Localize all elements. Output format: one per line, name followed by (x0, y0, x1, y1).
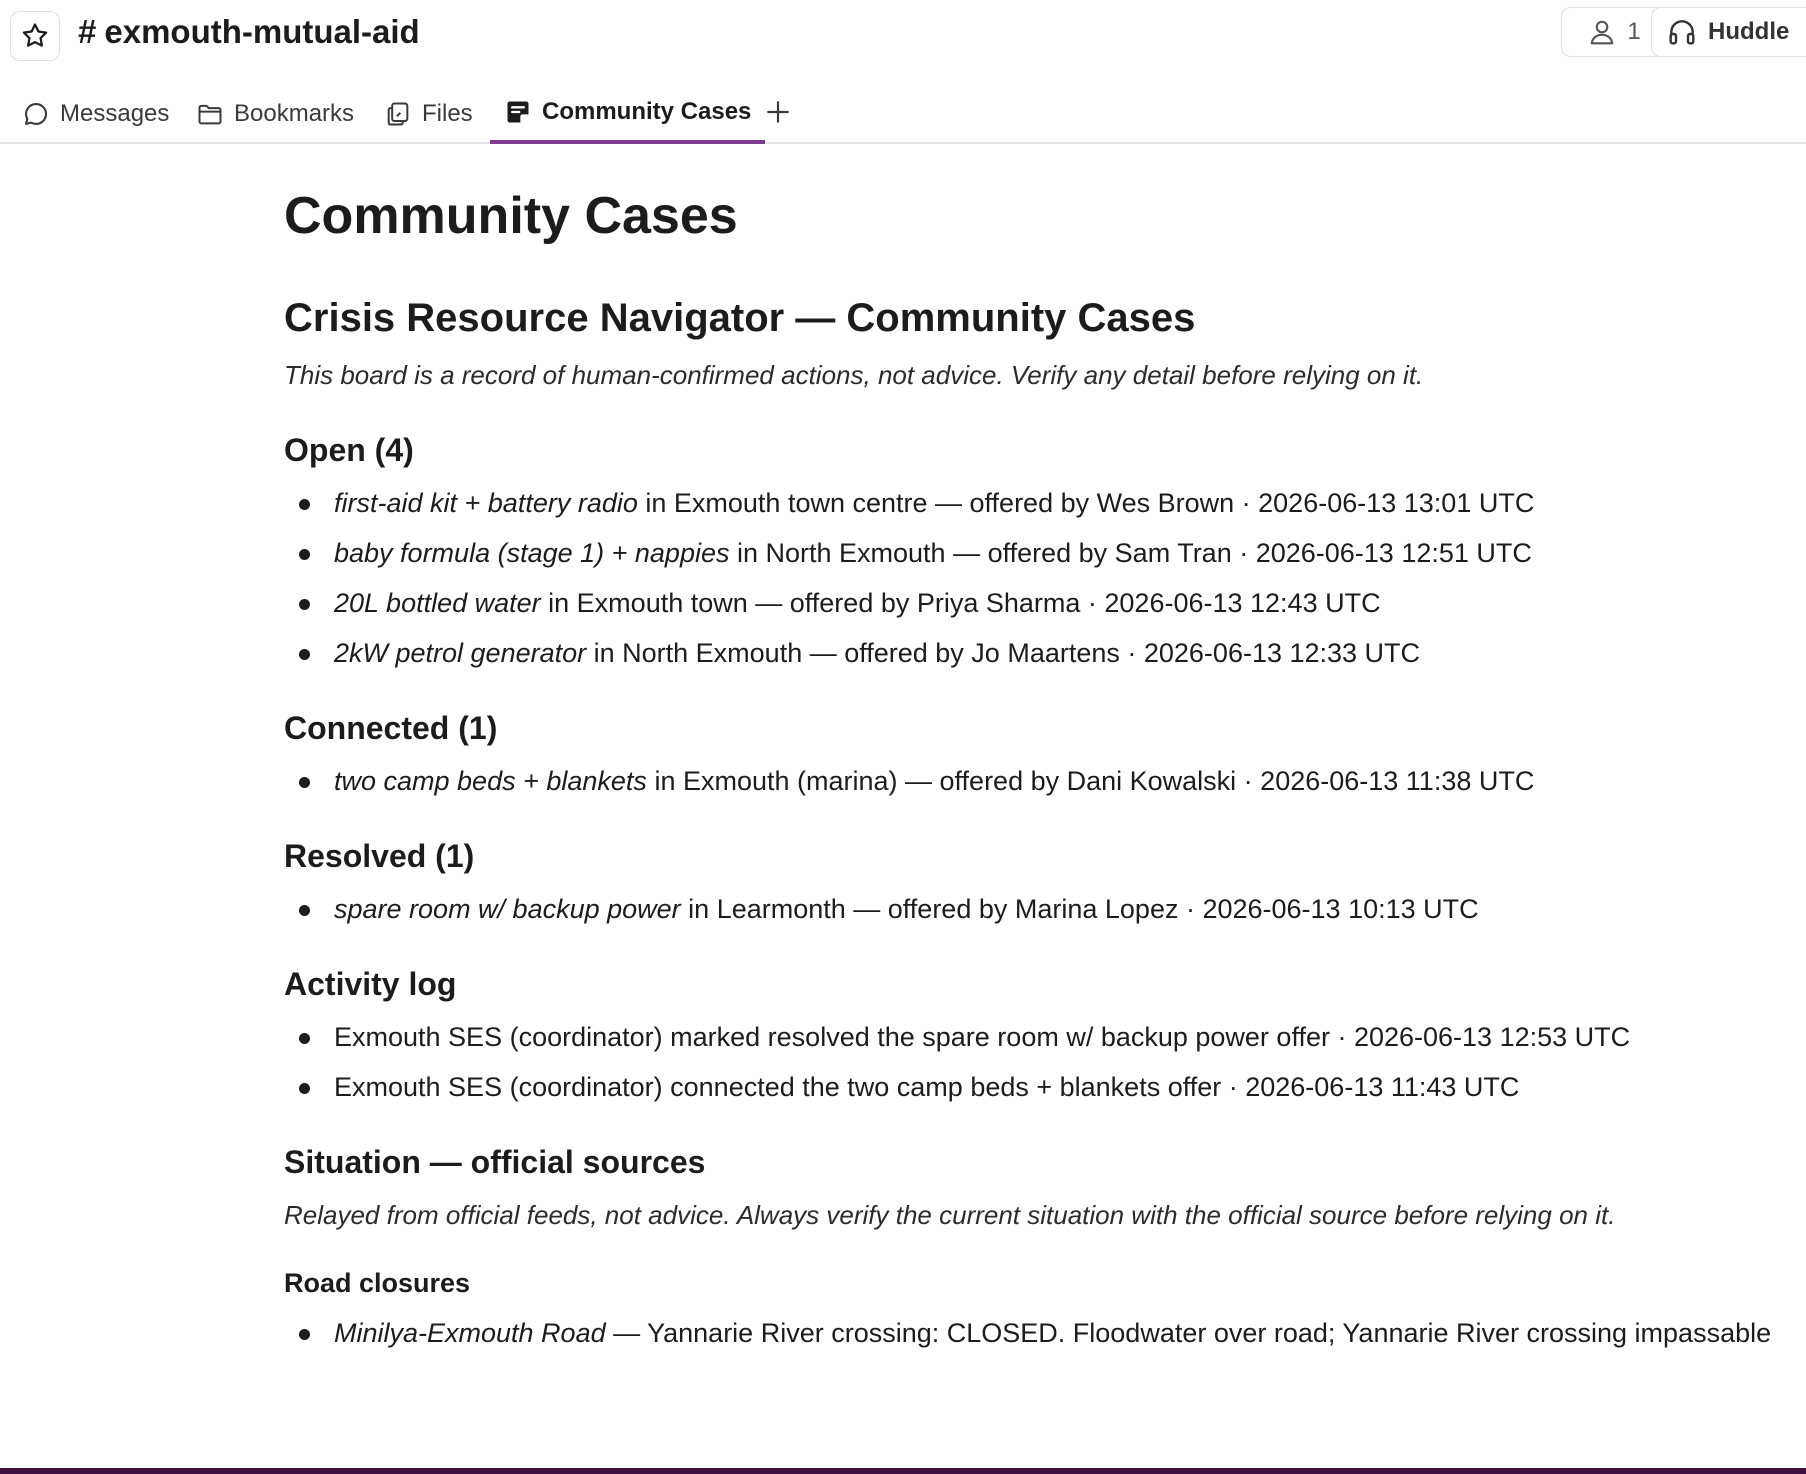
list-item (284, 764, 1784, 798)
person-icon (1587, 17, 1617, 47)
star-channel-button[interactable] (10, 11, 60, 61)
road-closures-heading: Road closures (284, 1268, 471, 1298)
item-name: baby formula (stage 1) + nappies (334, 538, 730, 568)
canvas-icon (504, 98, 532, 126)
resolved-list (284, 892, 1784, 926)
tab-files[interactable] (370, 84, 487, 144)
window-bottom-edge (0, 1468, 1806, 1474)
channel-name-button[interactable] (78, 12, 420, 52)
channel-hash: # (78, 13, 97, 50)
item-name: two camp beds + blankets (334, 766, 647, 796)
tab-files-label: Files (422, 100, 473, 127)
activity-log-heading: Activity log (284, 966, 457, 1002)
situation-heading: Situation — official sources (284, 1144, 706, 1180)
tab-bookmarks[interactable] (182, 84, 368, 144)
tab-community-cases[interactable] (490, 84, 765, 144)
channel-header (0, 0, 1806, 64)
list-item (284, 586, 1784, 620)
files-icon (384, 100, 412, 128)
activity-list (284, 1020, 1784, 1104)
tab-messages-label: Messages (60, 100, 170, 127)
board-disclaimer: This board is a record of human-confirmed actions, not advice. Verify any detail before relying on it. (284, 360, 1424, 390)
item-detail: in Exmouth town — offered by Priya Sharma · 2026-06-13 12:43 UTC (540, 588, 1381, 618)
item-name: Minilya-Exmouth Road (334, 1318, 606, 1348)
item-detail: in North Exmouth — offered by Jo Maartens · 2026-06-13 12:33 UTC (586, 638, 1421, 668)
huddle-button[interactable] (1651, 7, 1806, 57)
item-detail: in Learmonth — offered by Marina Lopez · 2026-06-13 10:13 UTC (680, 894, 1479, 924)
open-list (284, 486, 1784, 670)
tab-community-cases-label: Community Cases (542, 98, 752, 125)
list-item: Exmouth SES (coordinator) marked resolved the spare room w/ backup power offer · 2026-06-13 12:53 UTC (284, 1020, 1784, 1054)
board-title: Crisis Resource Navigator — Community Cases (284, 296, 1196, 340)
huddle-label: Huddle (1708, 18, 1790, 45)
item-name: 20L bottled water (334, 588, 541, 618)
item-detail: in Exmouth town centre — offered by Wes Brown · 2026-06-13 13:01 UTC (637, 488, 1535, 518)
page-title: Community Cases (284, 187, 738, 245)
member-count: 1 (1627, 18, 1641, 45)
road-closures-list (284, 1316, 1784, 1350)
list-item (284, 892, 1784, 926)
canvas-content (284, 150, 1784, 1470)
list-item (284, 636, 1784, 670)
message-icon (22, 100, 50, 128)
tab-bookmarks-label: Bookmarks (234, 100, 355, 127)
resolved-heading: Resolved (1) (284, 838, 475, 874)
open-heading: Open (4) (284, 432, 414, 468)
headphones-icon (1666, 16, 1698, 48)
item-detail: in North Exmouth — offered by Sam Tran · 2026-06-13 12:51 UTC (729, 538, 1532, 568)
item-name: spare room w/ backup power (334, 894, 681, 924)
tab-messages[interactable] (8, 84, 183, 144)
connected-heading: Connected (1) (284, 710, 498, 746)
list-item: Exmouth SES (coordinator) connected the two camp beds + blankets offer · 2026-06-13 11:43 UTC (284, 1070, 1784, 1104)
folder-icon (196, 100, 224, 128)
list-item (284, 486, 1784, 520)
channel-tabs (0, 84, 1806, 144)
connected-list (284, 764, 1784, 798)
list-item (284, 1316, 1784, 1350)
situation-disclaimer: Relayed from official feeds, not advice. Always verify the current situation with the official source before relying on it. (284, 1200, 1616, 1230)
star-icon (20, 21, 50, 51)
item-name: 2kW petrol generator (334, 638, 587, 668)
item-detail: in Exmouth (marina) — offered by Dani Kowalski · 2026-06-13 11:38 UTC (646, 766, 1535, 796)
list-item (284, 536, 1784, 570)
add-tab-button[interactable] (758, 84, 798, 140)
channel-name: exmouth-mutual-aid (104, 13, 420, 50)
item-name: first-aid kit + battery radio (334, 488, 638, 518)
item-detail: — Yannarie River crossing: CLOSED. Floodwater over road; Yannarie River crossing impassable (605, 1318, 1772, 1348)
plus-icon (765, 99, 791, 125)
